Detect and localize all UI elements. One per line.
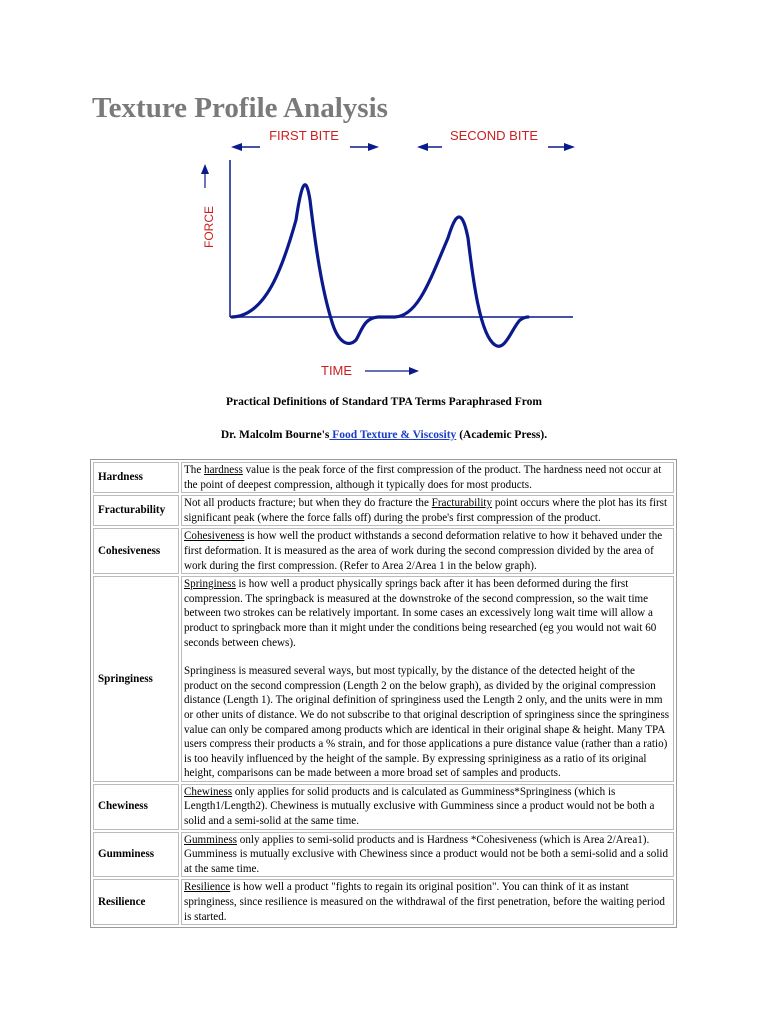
caption-line-1: Practical Definitions of Standard TPA Terms Paraphrased From [226, 396, 542, 408]
definition-cell: Springiness is how well a product physically springs back after it has been deformed during the first compression. The springback is measured at the downstroke of the second compression, so the wait time between two strokes can be relatively important. In some cases an excessively long wait time will allow a product to springback more than it might under the conditions being researched (eg you would not wait 60 seconds between chews). Springiness is measured several ways, but most typically, by the distance of the detected height of the product on the second compression (Length 2 on the below graph), as divided by the original compression distance (Length 1). The original definition of springiness used the Length 2 only, and the units were in mm or other units of distance. We do not subscribe to that original description of springiness since the springiness value can only be compared among products which are identical in their original shape & height. Many TPA users compress their products a % strain, and for those applications a pure distance value (rather than a ratio) is too heavily influenced by the height of the sample. By expressing spriniginess as a ratio of its original height, comparisons can be made between a more broad set of samples and products. [181, 576, 674, 782]
second-bite-label: SECOND BITE [449, 128, 539, 143]
page-title: Texture Profile Analysis [92, 92, 388, 124]
table-row [93, 879, 674, 925]
term-keyword: Springiness [184, 578, 236, 591]
definition-cell: Resilience is how well a product "fights to regain its original position". You can think of it as instant springiness, since resilience is measured on the withdrawal of the first penetration, before the waiting period is started. [181, 879, 674, 925]
definition-cell: Cohesiveness is how well the product withstands a second deformation relative to how it behaved under the first deformation. It is measured as the area of work during the second compression divided by the area of work during the first compression. (Refer to Area 2/Area 1 in the below graph). [181, 528, 674, 574]
term-cell: Chewiness [93, 784, 179, 830]
caption-author: Dr. Malcolm Bourne's [220, 429, 330, 441]
first-bite-label: FIRST BITE [269, 128, 339, 143]
caption-publisher: (Academic Press). [456, 429, 548, 441]
definition-cell: The hardness value is the peak force of the first compression of the product. The hardness need not occur at the point of deepest compression, although it typically does for most products. [181, 462, 674, 493]
term-keyword: Fracturability [431, 497, 493, 510]
second-bite-range-arrow [417, 143, 575, 151]
definition-cell: Gumminess only applies to semi-solid products and is Hardness *Cohesiveness (which is Area 2/Area1). Gumminess is mutually exclusive with Chewiness since a product would not be both a semi-solid and a solid at the same time. [181, 832, 674, 878]
term-cell: Fracturability [93, 495, 179, 526]
table-row [93, 576, 674, 782]
force-arrow [201, 164, 209, 188]
time-arrow [365, 367, 419, 375]
term-cell: Gumminess [93, 832, 179, 878]
tpa-definitions-table [90, 459, 677, 928]
term-keyword: Cohesiveness [184, 530, 245, 543]
definition-cell: Chewiness only applies for solid products and is calculated as Gumminess*Springiness (which is Length1/Length2). Chewiness is mutually exclusive with Gumminess since a product would not be both a solid and a semi-solid at the same time. [181, 784, 674, 830]
term-keyword: hardness [204, 464, 243, 476]
term-cell: Springiness [93, 576, 179, 782]
term-cell: Cohesiveness [93, 528, 179, 574]
food-texture-viscosity-link[interactable]: Food Texture & Viscosity [329, 429, 457, 441]
definition-cell: Not all products fracture; but when they do fracture the Fracturability point occurs where the plot has its first significant peak (where the force falls off) during the probe's first compression of the product. [181, 495, 674, 526]
term-keyword: Resilience [184, 881, 231, 894]
term-keyword: Chewiness [184, 785, 233, 798]
table-row [93, 462, 674, 493]
term-keyword: Gumminess [184, 833, 238, 846]
table-row [93, 832, 674, 878]
time-axis-label: TIME [321, 363, 353, 378]
caption-line-2 [0, 429, 768, 441]
springiness-paragraph-2: Springiness is measured several ways, but most typically, by the distance of the detected height of the product on the second compression (Length 2 on the below graph), as divided by the original compression distance (Length 1). The original definition of springiness used the Length 2 only, and the units were in mm or other units of distance. We do not subscribe to that original description of springiness since the springiness value can only be compared among products which are identical in their original shape & height. Many TPA users compress their products a % strain, and for those applications a pure distance value (rather than a ratio) is too heavily influenced by the height of the sample. By expressing spriniginess as a ratio of its original height, comparisons can be made between a more broad set of samples and products. [184, 665, 670, 780]
tpa-force-time-figure [190, 120, 590, 385]
table-row [93, 495, 674, 526]
table-row [93, 784, 674, 830]
table-row [93, 528, 674, 574]
first-bite-range-arrow [231, 143, 379, 151]
tpa-curve [232, 185, 528, 347]
term-cell: Hardness [93, 462, 179, 493]
term-cell: Resilience [93, 879, 179, 925]
force-axis-label: FORCE [202, 206, 216, 248]
